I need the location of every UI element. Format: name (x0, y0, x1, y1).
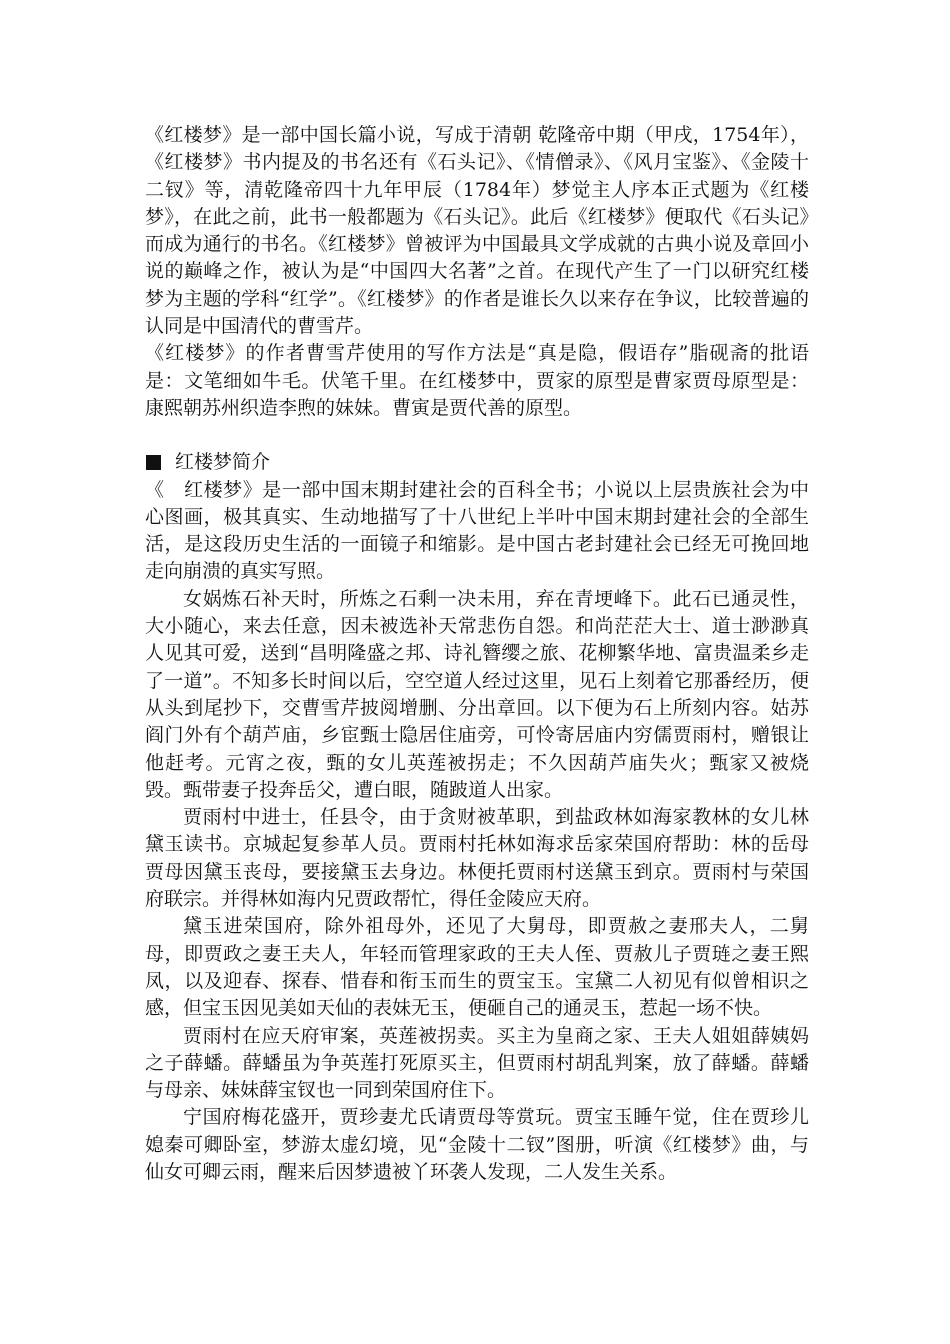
paragraph-gap (145, 422, 809, 449)
section-paragraph-2: 女娲炼石补天时，所炼之石剩一决未用，弃在青埂峰下。此石已通灵性，大小随心，来去任意，因未被选补天常悲伤自怨。和尚茫茫大士、道士渺渺真人见其可爱，送到“昌明隆盛之邦、诗礼簪缨之旅、花柳繁华地、富贵温柔乡走了一道”。不知多长时间以后，空空道人经过这里，见石上刻着它那番经历，便从头到尾抄下，交曹雪芹披阅增删、分出章回。以下便为石上所刻内容。姑苏阎门外有个葫芦庙，乡宦甄士隐居住庙旁，可怜寄居庙内穷儒贾雨村，赠银让他赶考。元宵之夜，甄的女儿英莲被拐走；不久因葫芦庙失火；甄家又被烧毁。甄带妻子投奔岳父，遭白眼，随跛道人出家。 (145, 587, 809, 801)
section-paragraph-6: 宁国府梅花盛开，贾珍妻尤氏请贾母等赏玩。贾宝玉睡午觉，住在贾珍儿媳秦可卿卧室，梦游太虚幻境，见“金陵十二钗”图册，听演《红楼梦》曲，与仙女可卿云雨，醒来后因梦遗被丫环袭人发现，二人发生关系。 (145, 1106, 809, 1183)
section-paragraph-1: 《 红楼梦》是一部中国末期封建社会的百科全书；小说以上层贵族社会为中心图画，极其真实、生动地描写了十八世纪上半叶中国末期封建社会的全部生活，是这段历史生活的一面镜子和缩影。是中国古老封建社会已经无可挽回地走向崩溃的真实写照。 (145, 478, 809, 583)
section-paragraph-5: 贾雨村在应天府审案，英莲被拐卖。买主为皇商之家、王夫人姐姐薛姨妈之子薛蟠。薛蟠虽为争英莲打死原买主，但贾雨村胡乱判案，放了薛蟠。薛蟠与母亲、妹妹薛宝钗也一同到荣国府住下。 (145, 1024, 809, 1102)
document-page (145, 122, 809, 1186)
section-heading (145, 449, 809, 476)
section-paragraph-4: 黛玉进荣国府，除外祖母外，还见了大舅母，即贾赦之妻邢夫人，二舅母，即贾政之妻王夫人，年轻而管理家政的王夫人侄、贾赦儿子贾琏之妻王熙凤，以及迎春、探春、惜春和衔玉而生的贾宝玉。宝黛二人初见有似曾相识之感，但宝玉因见美如天仙的表妹无玉，便砸自己的通灵玉，惹起一场不快。 (145, 915, 809, 1020)
bullet-square-icon (146, 455, 161, 470)
intro-paragraph-1: 《红楼梦》是一部中国长篇小说，写成于清朝 乾隆帝中期（甲戌，1754年），《红楼梦》书内提及的书名还有《石头记》、《情僧录》、《风月宝鉴》、《金陵十二钗》等，清乾隆帝四十九年甲辰（1784年）梦觉主人序本正式题为《红楼梦》，在此之前，此书一般都题为《石头记》。此后《红楼梦》便取代《石头记》而成为通行的书名。《红楼梦》曾被评为中国最具文学成就的古典小说及章回小说的巅峰之作，被认为是“中国四大名著”之首。在现代产生了一门以研究红楼梦为主题的学科“红学”。《红楼梦》的作者是谁长久以来存在争议，比较普遍的认同是中国清代的曹雪芹。 (145, 124, 809, 338)
section-heading-text: 红楼梦简介 (175, 451, 271, 474)
intro-paragraph-2: 《红楼梦》的作者曹雪芹使用的写作方法是“真是隐，假语存”脂砚斋的批语是：文笔细如牛毛。伏笔千里。在红楼梦中，贾家的原型是曹家贾母原型是：康熙朝苏州织造李煦的妹妹。曹寅是贾代善的原型。 (145, 342, 809, 419)
section-paragraph-3: 贾雨村中进士，任县令，由于贪财被革职，到盐政林如海家教林的女儿林黛玉读书。京城起复参革人员。贾雨村托林如海求岳家荣国府帮助：林的岳母贾母因黛玉丧母，要接黛玉去身边。林便托贾雨村送黛玉到京。贾雨村与荣国府联宗。并得林如海内兄贾政帮忙，得任金陵应天府。 (145, 806, 809, 911)
